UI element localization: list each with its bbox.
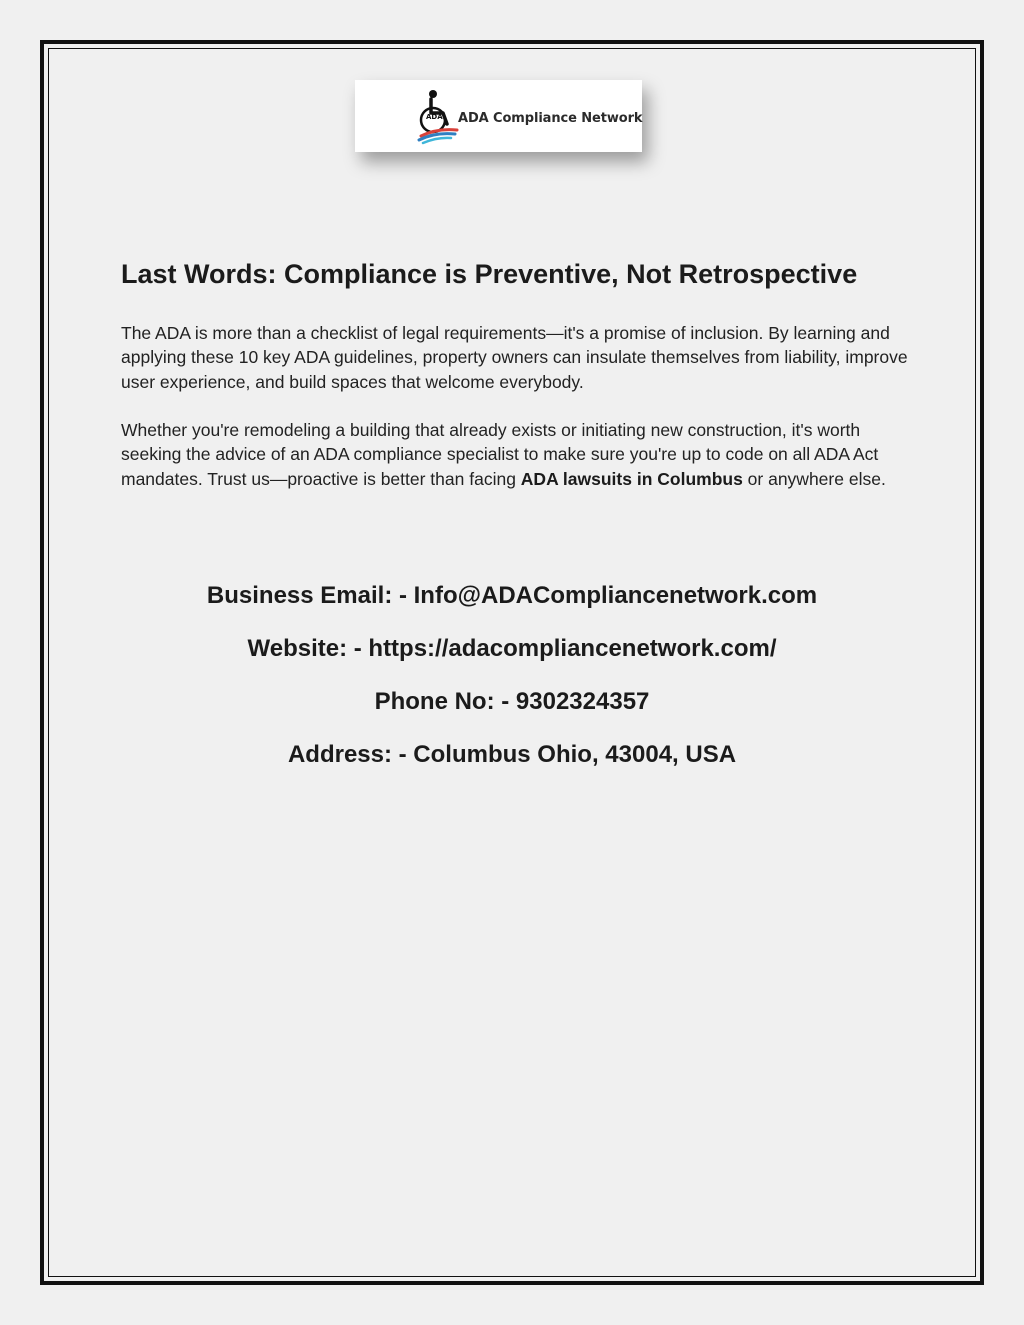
logo-badge-text: ADA [426, 113, 443, 121]
business-email: Business Email: - Info@ADACompliancenetwork.com [206, 582, 818, 609]
company-logo [355, 80, 642, 152]
page-heading: Last Words: Compliance is Preventive, Not Retrospective [121, 259, 858, 289]
ada-lawsuits-link: ADA lawsuits in Columbus [520, 468, 743, 489]
paragraph-intro: The ADA is more than a checklist of legal requirements—it's a promise of inclusion. By learning and applying these 10 key ADA guidelines, property owners can insulate themselves from liability, improve user experience, and build spaces that welcome everybody. [121, 323, 908, 392]
phone-number: Phone No: - 9302324357 [374, 688, 650, 715]
paragraph-advice-text: Whether you're remodeling a building that already exists or initiating new construction, it's worth seeking the advice of an ADA compliance specialist to make sure you're up to code on all ADA Act mandates. Trust us—proactive is better than facing [121, 420, 879, 489]
postal-address: Address: - Columbus Ohio, 43004, USA [287, 741, 737, 768]
paragraph-advice [121, 418, 911, 491]
logo-brand-name: ADA Compliance Network [458, 111, 643, 126]
paragraph-advice-tail: or anywhere else. [742, 468, 886, 489]
website-url: Website: - https://adacompliancenetwork.com/ [247, 635, 777, 662]
